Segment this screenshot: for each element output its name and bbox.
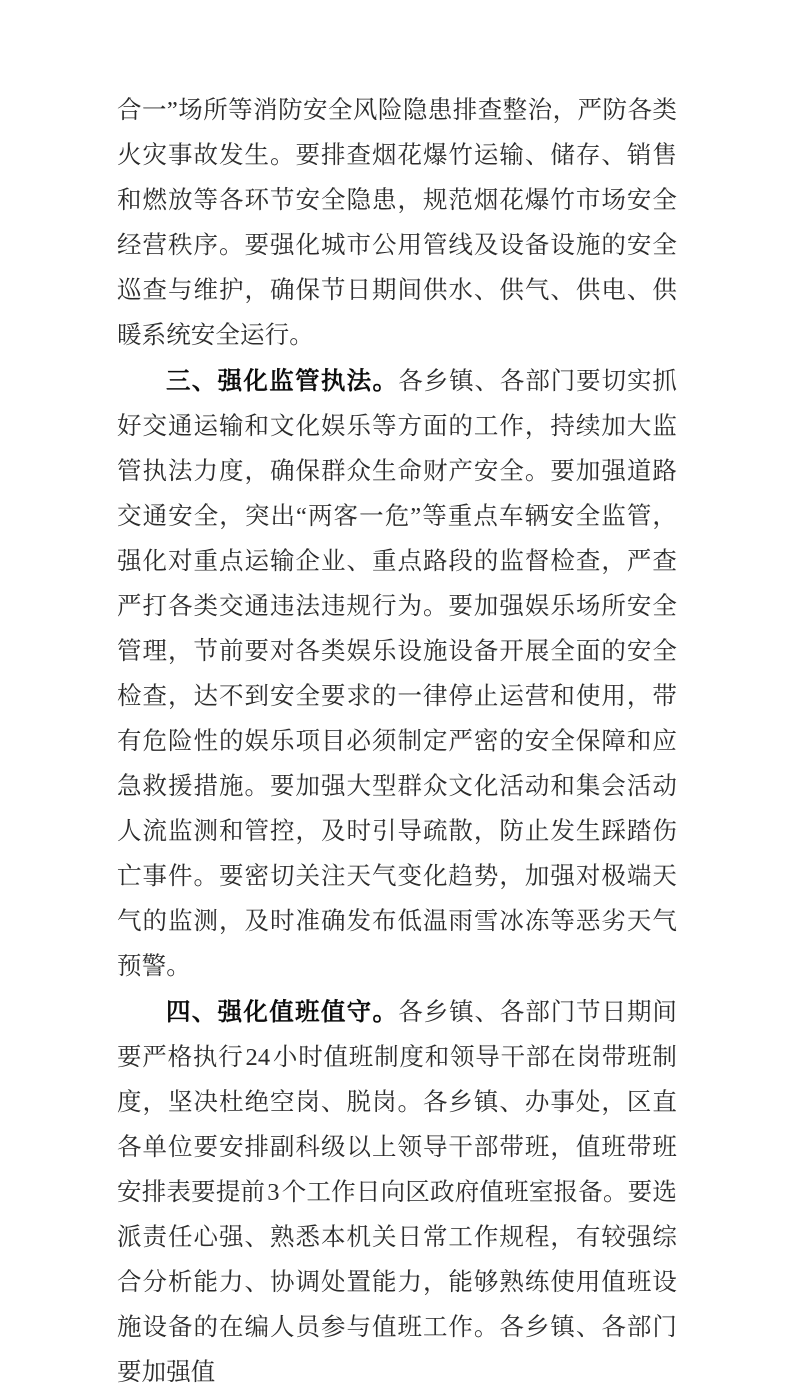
workdays-number: 3	[267, 1179, 280, 1206]
document-body	[117, 88, 677, 1395]
section-heading-four: 四、强化值班值守。	[166, 997, 399, 1026]
section-four-text-part-2: 小时值班制度和领导干部在岗带班制度，坚决杜绝空岗、脱岗。各乡镇、办事处，区直各单位要安排副科级以上领导干部带班，值班带班安排表要提前	[117, 1044, 677, 1206]
section-four-text-part-3: 个工作日向区政府值班室报备。要选派责任心强、熟悉本机关日常工作规程，有较强综合分析能力、协调处置能力，能够熟练使用值班设施设备的在编人员参与值班工作。各乡镇、各部门要加强值	[117, 1179, 677, 1386]
paragraph-continuation	[117, 88, 677, 358]
duty-hours-number: 24	[245, 1044, 271, 1071]
paragraph-text: 合一”场所等消防安全风险隐患排查整治，严防各类火灾事故发生。要排查烟花爆竹运输、储存、销售和燃放等各环节安全隐患，规范烟花爆竹市场安全经营秩序。要强化城市公用管线及设备设施的安全巡查与维护，确保节日期间供水、供气、供电、供暖系统安全运行。	[117, 97, 677, 349]
section-heading-three: 三、强化监管执法。	[166, 366, 399, 395]
paragraph-section-three	[117, 358, 677, 989]
section-four-text-part-1: 各乡镇、各部门节日期间要严格执行	[117, 999, 677, 1071]
paragraph-section-four	[117, 989, 677, 1395]
section-three-text: 各乡镇、各部门要切实抓好交通运输和文化娱乐等方面的工作，持续加大监管执法力度，确保群众生命财产安全。要加强道路交通安全，突出“两客一危”等重点车辆安全监管，强化对重点运输企业、重点路段的监督检查，严查严打各类交通违法违规行为。要加强娱乐场所安全管理，节前要对各类娱乐设施设备开展全面的安全检查，达不到安全要求的一律停止运营和使用，带有危险性的娱乐项目必须制定严密的安全保障和应急救援措施。要加强大型群众文化活动和集会活动人流监测和管控，及时引导疏散，防止发生踩踏伤亡事件。要密切关注天气变化趋势，加强对极端天气的监测，及时准确发布低温雨雪冰冻等恶劣天气预警。	[117, 368, 677, 980]
